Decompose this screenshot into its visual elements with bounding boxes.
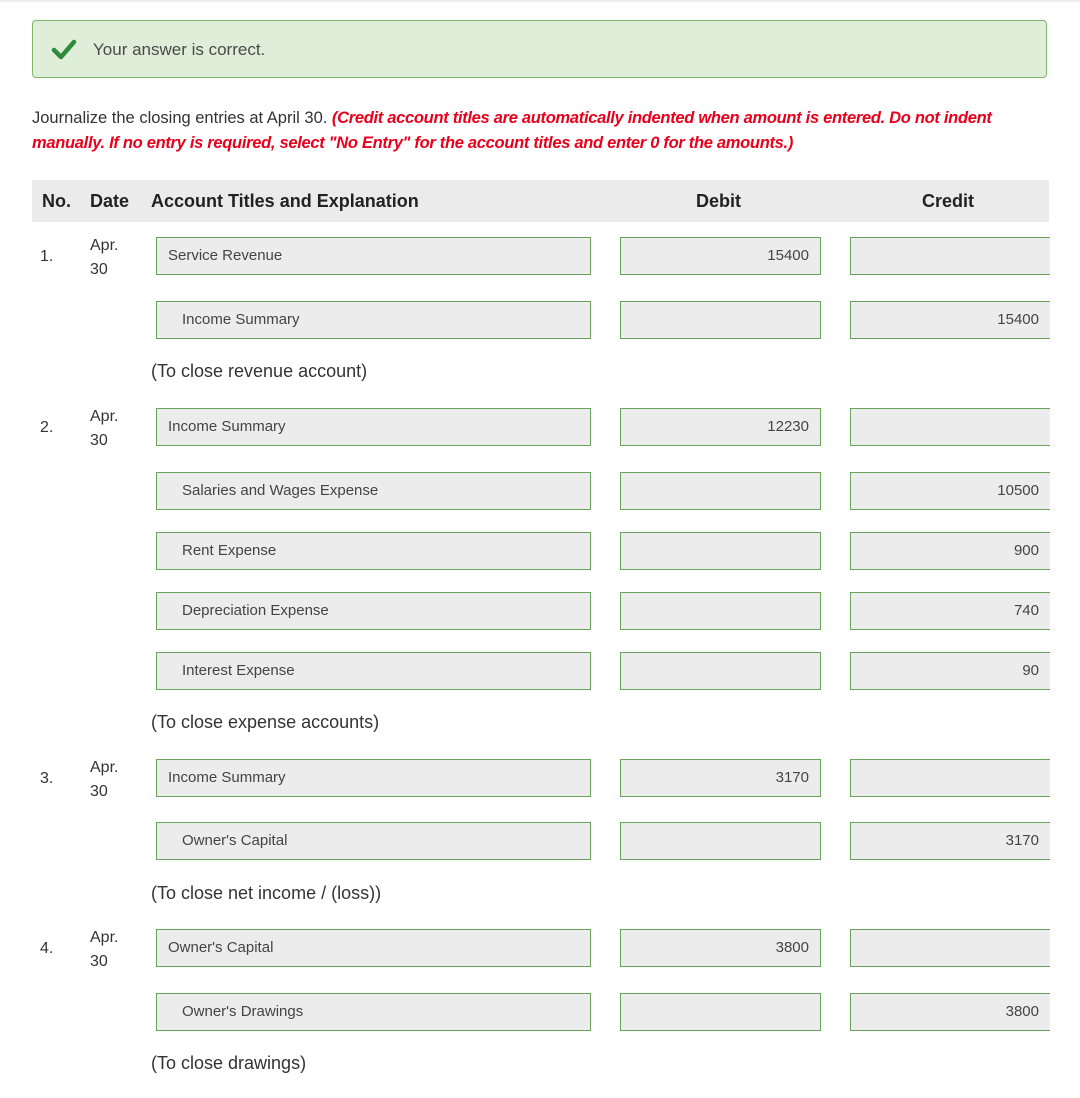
entry-explanation: (To close expense accounts) <box>151 712 380 732</box>
instructions <box>32 106 1042 156</box>
credit-field[interactable] <box>850 237 1050 275</box>
entry-date: Apr. 30 <box>90 759 119 800</box>
account-title-field[interactable]: Rent Expense <box>156 532 591 570</box>
debit-field[interactable] <box>620 652 821 690</box>
account-title-field[interactable]: Income Summary <box>156 759 591 797</box>
debit-field[interactable]: 3800 <box>620 929 821 967</box>
entry-number: 1. <box>40 248 54 265</box>
account-title-field[interactable]: Income Summary <box>156 408 591 446</box>
top-divider <box>0 0 1080 2</box>
account-title-field[interactable]: Income Summary <box>156 301 591 339</box>
entry-date: Apr. 30 <box>90 929 119 970</box>
account-title-field[interactable]: Owner's Drawings <box>156 993 591 1031</box>
credit-field[interactable] <box>850 759 1050 797</box>
account-title-field[interactable]: Owner's Capital <box>156 929 591 967</box>
credit-field[interactable]: 15400 <box>850 301 1050 339</box>
debit-field[interactable] <box>620 993 821 1031</box>
debit-field[interactable] <box>620 532 821 570</box>
account-title-field[interactable]: Service Revenue <box>156 237 591 275</box>
credit-field[interactable]: 90 <box>850 652 1050 690</box>
header-no: No. <box>42 191 71 211</box>
check-icon <box>51 36 77 62</box>
credit-field[interactable]: 10500 <box>850 472 1050 510</box>
credit-field[interactable]: 3170 <box>850 822 1050 860</box>
account-title-field[interactable]: Interest Expense <box>156 652 591 690</box>
debit-field[interactable]: 15400 <box>620 237 821 275</box>
debit-field[interactable]: 3170 <box>620 759 821 797</box>
credit-field[interactable] <box>850 929 1050 967</box>
debit-field[interactable] <box>620 472 821 510</box>
entry-number: 3. <box>40 770 54 787</box>
debit-field[interactable]: 12230 <box>620 408 821 446</box>
correct-answer-banner <box>32 20 1047 78</box>
debit-field[interactable] <box>620 822 821 860</box>
credit-field[interactable]: 3800 <box>850 993 1050 1031</box>
entry-number: 2. <box>40 419 54 436</box>
banner-message: Your answer is correct. <box>93 40 266 59</box>
header-date: Date <box>90 191 130 211</box>
debit-field[interactable] <box>620 592 821 630</box>
account-title-field[interactable]: Owner's Capital <box>156 822 591 860</box>
entry-date: Apr. 30 <box>90 237 119 278</box>
header-debit: Debit <box>696 191 741 211</box>
header-account: Account Titles and Explanation <box>151 191 419 211</box>
entry-explanation: (To close revenue account) <box>151 361 368 381</box>
debit-field[interactable] <box>620 301 821 339</box>
entry-date: Apr. 30 <box>90 408 119 449</box>
instructions-note: (Credit account titles are automatically indented when amount is entered. Do not indent manually. If no entry is required, select "No Entry" for the account titles and enter 0 for the amounts.) <box>32 109 992 152</box>
credit-field[interactable]: 740 <box>850 592 1050 630</box>
header-credit: Credit <box>922 191 975 211</box>
credit-field[interactable]: 900 <box>850 532 1050 570</box>
account-title-field[interactable]: Depreciation Expense <box>156 592 591 630</box>
table-header <box>32 180 1049 222</box>
account-title-field[interactable]: Salaries and Wages Expense <box>156 472 591 510</box>
entry-explanation: (To close drawings) <box>151 1053 307 1073</box>
credit-field[interactable] <box>850 408 1050 446</box>
entry-number: 4. <box>40 940 54 957</box>
entry-explanation: (To close net income / (loss)) <box>151 883 382 903</box>
instructions-text: Journalize the closing entries at April 30. <box>32 109 332 127</box>
